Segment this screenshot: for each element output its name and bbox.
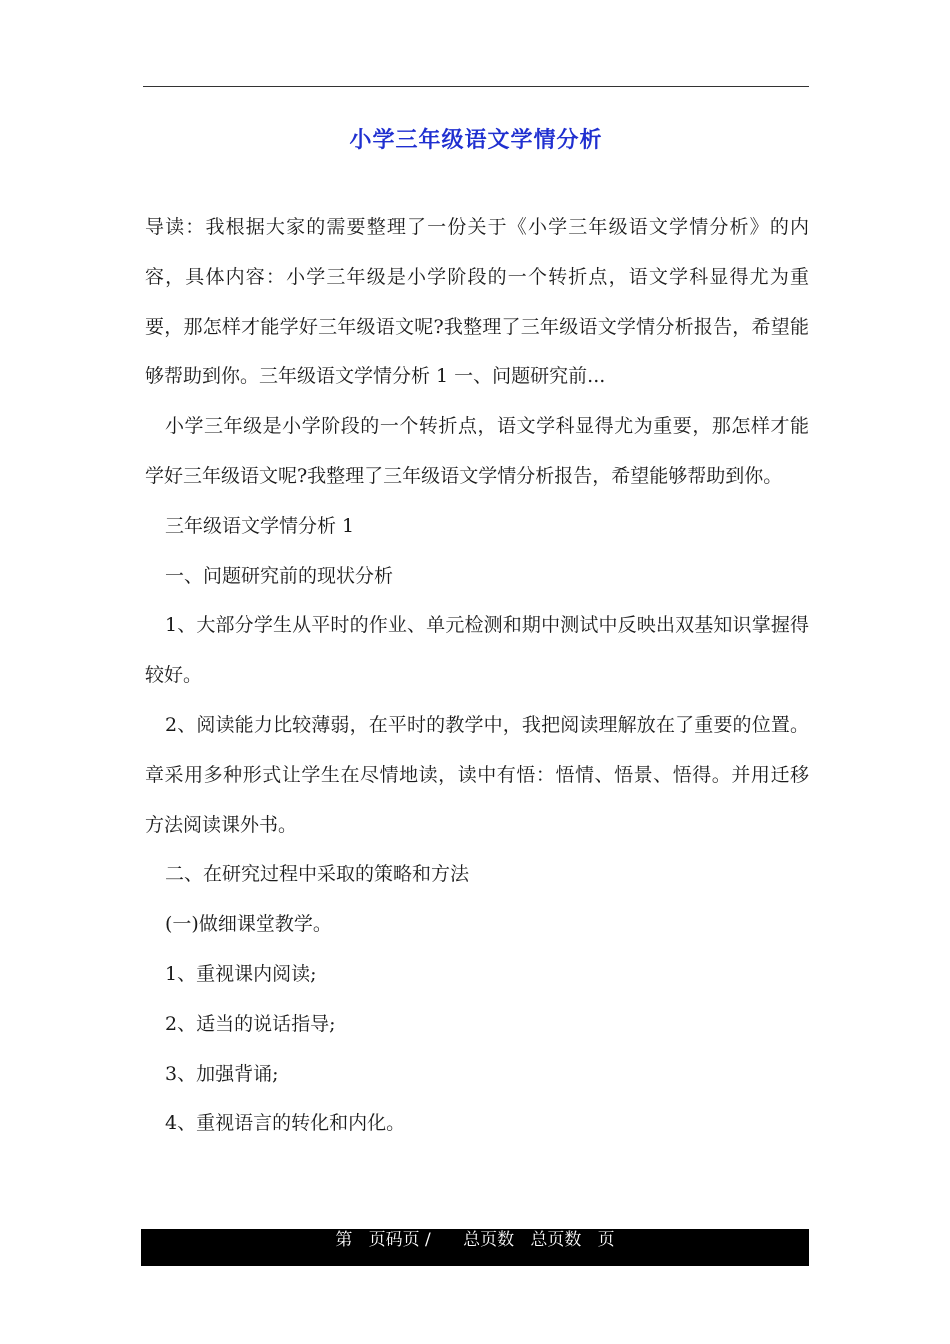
paragraph-point-1: 1、大部分学生从平时的作业、单元检测和期中测试中反映出双基知识掌握得较好。 bbox=[145, 614, 809, 687]
page-number-footer: 第 页码页 / 总页数 总页数 页 bbox=[335, 1230, 615, 1250]
list-heading: (一)做细课堂教学。 bbox=[165, 913, 332, 936]
list-item: 2、适当的说话指导; bbox=[165, 1012, 336, 1035]
document-body bbox=[145, 203, 809, 1149]
subsection-heading: 二、在研究过程中采取的策略和方法 bbox=[165, 863, 470, 886]
paragraph-point-2: 2、阅读能力比较薄弱，在平时的教学中，我把阅读理解放在了重要的位置。章采用多种形式让学生在尽情地读，读中有悟：悟情、悟景、悟得。并用迁移方法阅读课外书。 bbox=[145, 713, 809, 836]
list-item: 4、重视语言的转化和内化。 bbox=[165, 1112, 406, 1135]
paragraph-summary: 小学三年级是小学阶段的一个转折点，语文学科显得尤为重要，那怎样才能学好三年级语文呢?我整理了三年级语文学情分析报告，希望能够帮助到你。 bbox=[145, 415, 809, 487]
section-heading: 三年级语文学情分析 1 bbox=[165, 514, 355, 537]
document-title: 小学三年级语文学情分析 bbox=[349, 128, 603, 153]
list-item: 3、加强背诵; bbox=[165, 1062, 279, 1085]
subsection-heading: 一、问题研究前的现状分析 bbox=[165, 564, 394, 587]
paragraph-intro: 导读：我根据大家的需要整理了一份关于《小学三年级语文学情分析》的内容，具体内容：小学三年级是小学阶段的一个转折点，语文学科显得尤为重要，那怎样才能学好三年级语文呢?我整理了三年级语文学情分析报告，希望能够帮助到你。三年级语文学情分析 1 一、问题研究前... bbox=[145, 216, 809, 388]
footer-bar bbox=[141, 1229, 809, 1266]
header-rule bbox=[143, 86, 809, 87]
list-item: 1、重视课内阅读; bbox=[165, 962, 317, 985]
